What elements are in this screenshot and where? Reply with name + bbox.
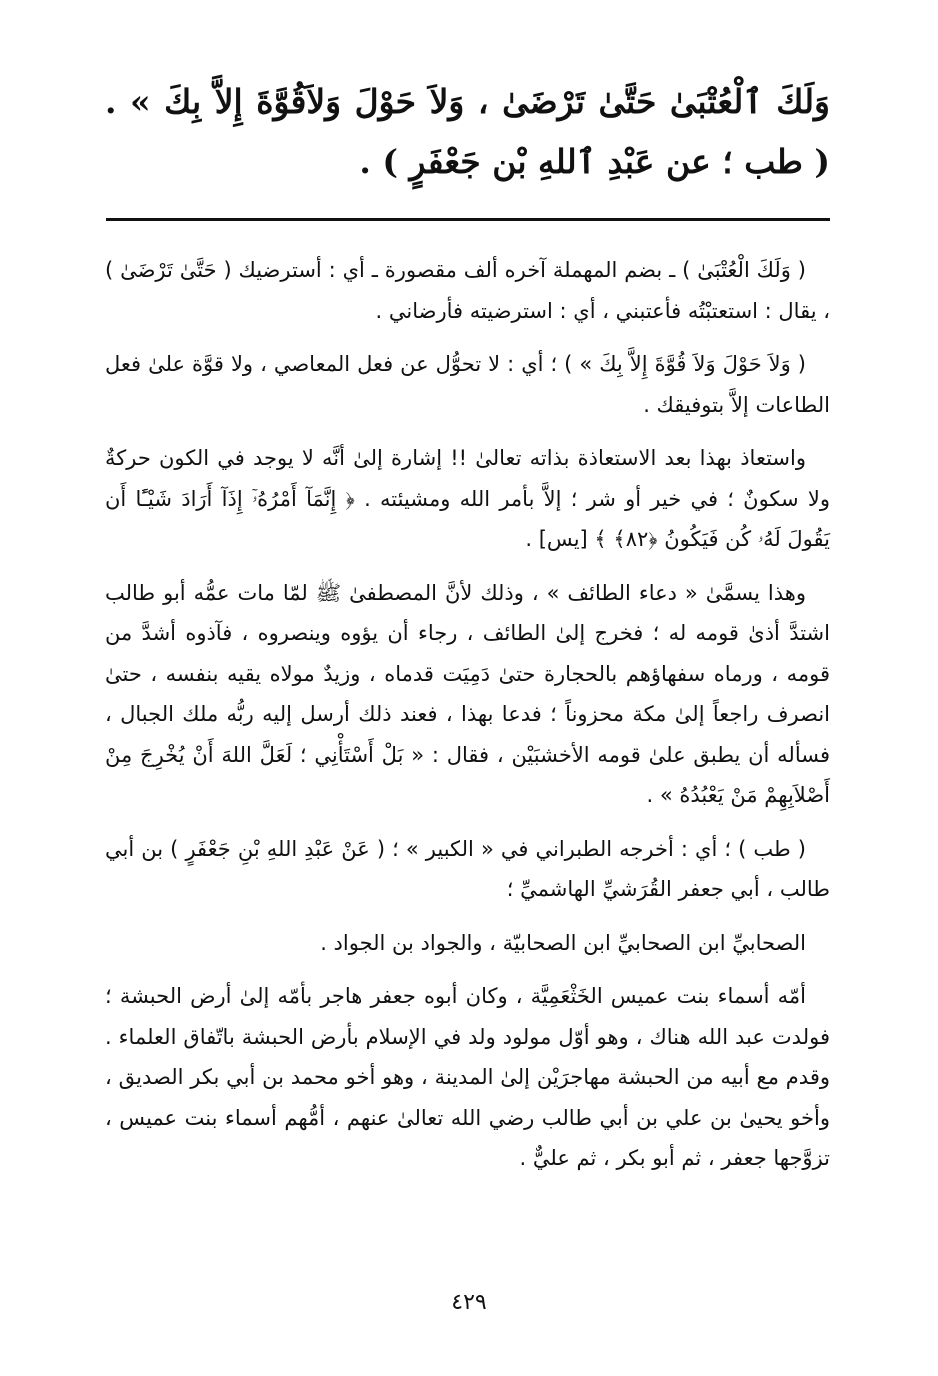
commentary-section xyxy=(105,250,830,1192)
commentary-paragraph: واستعاذ بهذا بعد الاستعاذة بذاته تعالىٰ !! إشارة إلىٰ أنَّه لا يوجد في الكون حركةٌ ولا سكونٌ ؛ في خير أو شر ؛ إلاَّ بأمر الله ومشيئته . ﴿ إِنَّمَآ أَمْرُهُۥٓ إِذَآ أَرَادَ شَيْـًٔا أَن يَقُولَ لَهُۥ كُن فَيَكُونُ ﴿٨٢﴾ ﴾ [يس] . xyxy=(105,446,830,551)
page-number: ٤٢٩ xyxy=(451,1290,487,1315)
commentary-paragraph: ( وَلاَ حَوْلَ وَلاَ قُوَّةَ إِلاَّ بِكَ » ) ؛ أي : لا تحوُّل عن فعل المعاصي ، ولا قوَّة علىٰ فعل الطاعات إلاَّ بتوفيقك . xyxy=(105,352,830,417)
commentary-paragraph: ( وَلَكَ الْعُتْبَىٰ ) ـ بضم المهملة آخره ألف مقصورة ـ أي : أسترضيك ( حَتَّىٰ تَرْضَىٰ ) ، يقال : استعتبْتُه فأعتبني ، أي : استرضيته فأرضاني . xyxy=(105,258,830,323)
commentary-paragraph: أمّه أسماء بنت عميس الخَثْعَمِيَّة ، وكان أبوه جعفر هاجر بأمّه إلىٰ أرض الحبشة ؛ فولدت عبد الله هناك ، وهو أوّل مولود ولد في الإسلام بأرض الحبشة باتّفاق العلماء . وقدم مع أبيه من الحبشة مهاجرَيْن إلىٰ المدينة ، وهو أخو محمد بن أبي بكر الصديق ، وأخو يحيىٰ بن علي بن أبي طالب رضي الله تعالىٰ عنهم ، أمُّهم أسماء بنت عميس ، تزوَّجها جعفر ، ثم أبو بكر ، ثم عليٌّ . xyxy=(105,984,830,1170)
commentary-paragraph: ( طب ) ؛ أي : أخرجه الطبراني في « الكبير » ؛ ( عَنْ عَبْدِ اللهِ بْنِ جَعْفَرٍ ) بن أبي طالب ، أبي جعفر القُرَشيِّ الهاشميِّ ؛ xyxy=(105,836,830,901)
commentary-paragraph: وهذا يسمَّىٰ « دعاء الطائف » ، وذلك لأنَّ المصطفىٰ ﷺ لمّا مات عمُّه أبو طالب اشتدَّ أذىٰ قومه له ؛ فخرج إلىٰ الطائف ، رجاء أن يؤوه وينصروه ، فآذوه أشدَّ من قومه ، ورماه سفهاؤهم بالحجارة حتىٰ دَمِيَت قدماه ، وزيدٌ مولاه يقيه بنفسه ، حتىٰ انصرف راجعاً إلىٰ مكة محزوناً ؛ فدعا بهذا ، فعند ذلك أرسل إليه ربُّه ملك الجبال ، فسأله أن يطبق علىٰ قومه الأخشبَيْن ، فقال : « بَلْ أَسْتَأْنِي ؛ لَعَلَّ اللهَ أَنْ يُخْرِجَ مِنْ أَصْلاَبِهِمْ مَنْ يَعْبُدُهُ » . xyxy=(105,580,830,807)
hadith-text: وَلَكَ ٱلْعُتْبَىٰ حَتَّىٰ تَرْضَىٰ ، وَلاَ حَوْلَ وَلاَقُوَّةَ إِلاَّ بِكَ » . ( طب ؛ عن عَبْدِ ٱللهِ بْن جَعْفَرٍ ) . xyxy=(105,82,830,181)
commentary-paragraph: الصحابيِّ ابن الصحابيِّ ابن الصحابيّة ، والجواد بن الجواد . xyxy=(320,930,806,955)
footnote-separator xyxy=(106,218,830,221)
